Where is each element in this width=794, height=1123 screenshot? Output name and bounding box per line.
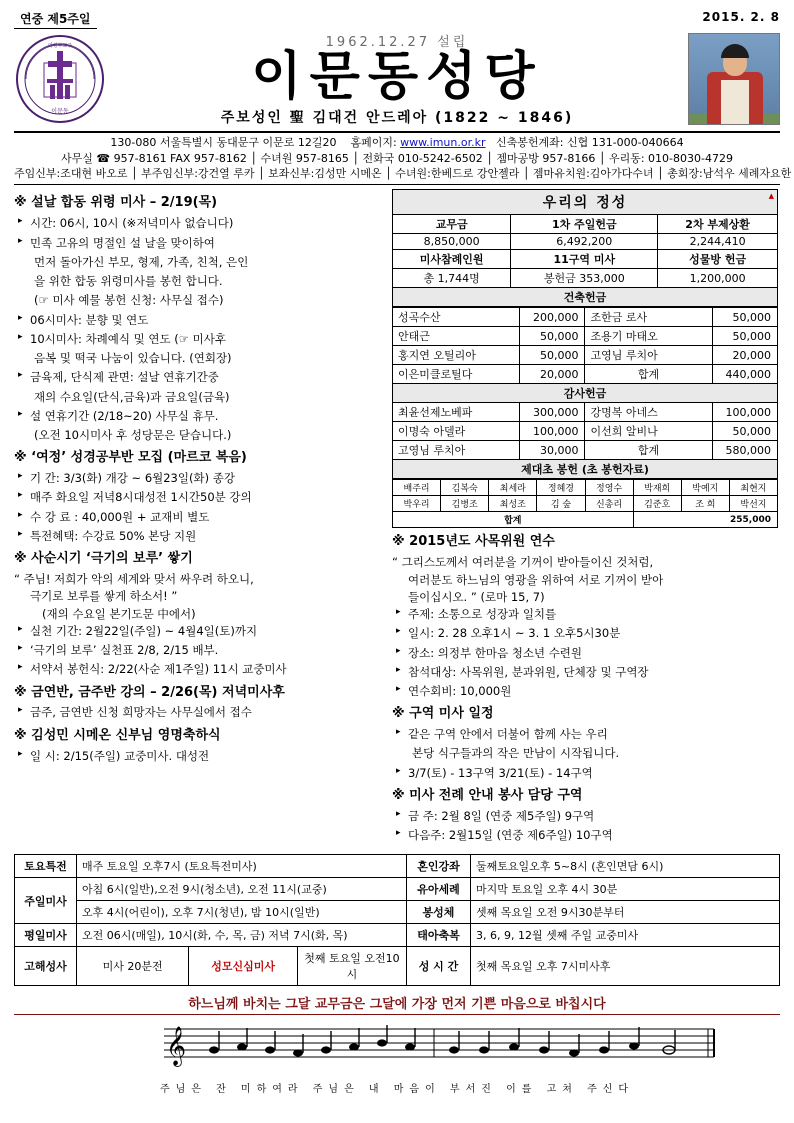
cell: 1,200,000 <box>658 269 778 288</box>
masthead <box>14 31 780 127</box>
cell: 최성조 <box>489 496 537 512</box>
cell-total-label: 합계 <box>585 365 712 384</box>
row-label-saturday-vigil: 토요특전 <box>15 855 77 878</box>
cell: 이명숙 아델라 <box>393 422 520 441</box>
list-item: 본당 식구들과의 작은 만남이 시작됩니다. <box>412 746 620 761</box>
cell: 3, 6, 9, 12월 셋째 주일 교중미사 <box>471 924 780 947</box>
masthead-center <box>106 31 688 127</box>
cell: 매주 토요일 오후7시 (토요특전미사) <box>77 855 407 878</box>
row-label-confession: 고해성사 <box>15 947 77 986</box>
list-item: ▸ 3/7(토) - 13구역 3/21(토) - 14구역 <box>396 765 778 782</box>
table-row <box>393 327 778 346</box>
cell: 김준호 <box>633 496 681 512</box>
row-label-sunday-mass: 주일미사 <box>15 878 77 924</box>
cell: 강명복 아네스 <box>585 403 712 422</box>
list-item: ▸ 매주 화요일 저녁8시대성전 1시간50분 강의 <box>18 489 382 506</box>
section-items-no-smoking-class <box>18 704 382 721</box>
divider-thin <box>14 184 780 185</box>
right-column <box>392 189 778 846</box>
lent-quote-line2: 극기로 보루를 쌓게 하소서! ” <box>30 589 178 604</box>
altar-candle-table <box>392 479 778 528</box>
left-column <box>14 189 382 846</box>
table-row <box>393 384 778 403</box>
list-item: ▸ 기 간: 3/3(화) 개강 ~ 6월23일(화) 종강 <box>18 470 382 487</box>
hymn-lyrics: 주님은 잔 미하여라 주님은 내 마음이 부서진 이를 고쳐 주신다 <box>159 1084 635 1096</box>
table-row <box>393 403 778 422</box>
section-items-bible-class <box>18 470 382 545</box>
list-item: ▸ 10시미사: 차례예식 및 연도 (☞ 미사후 <box>18 331 382 348</box>
row-label-holy-hour: 성 시 간 <box>407 947 471 986</box>
list-item: 을 위한 합동 위령미사를 봉헌 합니다. <box>34 274 223 289</box>
established-date: 1962.12.27 설립 <box>325 35 469 50</box>
liturgical-week: 연중 제5주일 <box>14 10 97 29</box>
list-item: ▸ 시간: 06시, 10시 (※저녁미사 없습니다) <box>18 215 382 232</box>
table-row <box>393 346 778 365</box>
list-item: ▸ 수 강 료 : 40,000원 + 교재비 별도 <box>18 509 382 526</box>
table-row <box>393 480 778 496</box>
section-items-lunar-mass <box>18 215 382 444</box>
table-row <box>15 947 780 986</box>
training-quote-line3: 들이십시오. ” (로마 15, 7) <box>408 589 545 604</box>
contact-block <box>14 135 792 183</box>
table-row <box>393 365 778 384</box>
list-item: ▸ 일시: 2. 28 오후1시 ~ 3. 1 오후5시30분 <box>396 625 778 642</box>
offering-header <box>392 189 778 214</box>
flag-icon: ▲ <box>768 192 774 201</box>
cell: 안태근 <box>393 327 520 346</box>
cell: 셋째 목요일 오전 9시30분부터 <box>471 901 780 924</box>
cell: 성물방 헌금 <box>658 250 778 269</box>
divider-red <box>14 1014 780 1015</box>
svg-text:이문동: 이문동 <box>51 107 69 115</box>
table-row <box>393 250 778 269</box>
table-row <box>15 855 780 878</box>
cell: 김복숙 <box>441 480 489 496</box>
cell: 배주리 <box>393 480 441 496</box>
list-item: 음복 및 떡국 나눔이 있습니다. (연회장) <box>34 351 232 366</box>
cell: 정혜경 <box>537 480 585 496</box>
list-item: ▸ 금육제, 단식제 관면: 설날 연휴기간중 <box>18 369 382 386</box>
table-row <box>393 512 778 528</box>
parish-address: 130-080 서울특별시 동대문구 이문로 12길20 <box>110 135 337 149</box>
cell-total-label: 합계 <box>393 512 634 528</box>
page-title: 이문동성당 <box>251 47 543 107</box>
cell: 성곡수산 <box>393 308 520 327</box>
section-items-training <box>396 606 778 700</box>
list-item: ▸ 실천 기간: 2월22일(주일) ~ 4월4일(토)까지 <box>18 623 382 640</box>
cell: 300,000 <box>520 403 585 422</box>
table-row <box>15 901 780 924</box>
hymn-notation <box>14 1017 780 1079</box>
cell: 조한금 로사 <box>585 308 712 327</box>
svg-text:𝄞: 𝄞 <box>166 1026 187 1067</box>
cell: 6,492,200 <box>511 234 658 250</box>
section-items-usher-district <box>396 808 778 845</box>
list-item: ▸ 금 주: 2월 8일 (연중 제5주일) 9구역 <box>396 808 778 825</box>
table-row <box>393 234 778 250</box>
cell: 신총리 <box>585 496 633 512</box>
cell: 최윤선제노베파 <box>393 403 520 422</box>
section-title-lent-fortress: ※ 사순시기 ‘극기의 보루’ 쌓기 <box>14 551 193 567</box>
motto-text: 하느님께 바치는 그달 교무금은 그달에 가장 먼저 기쁜 마음으로 바칩시다 <box>188 997 606 1013</box>
cell: 미사참례인원 <box>393 250 511 269</box>
cell: 교무금 <box>393 215 511 234</box>
row-label-weekday-mass: 평일미사 <box>15 924 77 947</box>
svg-text:의정부교구: 의정부교구 <box>47 42 73 49</box>
cell: 둘째토요일오후 5~8시 (혼인면담 6시) <box>471 855 780 878</box>
cell-build-band: 건축헌금 <box>393 288 778 307</box>
cell: 50,000 <box>520 327 585 346</box>
cell: 20,000 <box>520 365 585 384</box>
section-title-usher-district: ※ 미사 전례 안내 봉사 담당 구역 <box>392 787 583 803</box>
cell: 50,000 <box>712 327 777 346</box>
cell: 이은미클로틸다 <box>393 365 520 384</box>
cell: 이선희 알비나 <box>585 422 712 441</box>
cell: 50,000 <box>712 422 777 441</box>
cell: 100,000 <box>712 403 777 422</box>
table-row <box>15 924 780 947</box>
cell: 아침 6시(일반),오전 9시(청소년), 오전 11시(교중) <box>77 878 407 901</box>
cell: 봉헌금 353,000 <box>511 269 658 288</box>
section-title-feast-day: ※ 김성민 시메온 신부님 영명축하식 <box>14 727 221 743</box>
cell-total-value: 255,000 <box>633 512 777 528</box>
content-columns <box>14 189 780 846</box>
cell-total-value: 440,000 <box>712 365 777 384</box>
list-item: ▸ 다음주: 2월15일 (연중 제6주일) 10구역 <box>396 827 778 844</box>
lent-quote-source: (재의 수요일 본기도문 中에서) <box>42 606 196 621</box>
cell: 50,000 <box>520 346 585 365</box>
building-offering-table <box>392 307 778 479</box>
cell: 마지막 토요일 오후 4시 30분 <box>471 878 780 901</box>
divider-thick <box>14 131 780 133</box>
training-quote-line2: 여러분도 하느님의 영광을 위하여 서로 기꺼이 받아 <box>408 572 664 587</box>
list-item: (☞ 미사 예물 봉헌 신청: 사무실 접수) <box>34 293 224 308</box>
staff-list: 주임신부:조대현 바오로 │ 부주임신부:강건열 루카 │ 보좌신부:김성만 시메온 │ 수녀원:한베드로 강안젤라 │ 젬마유치원:김아가다수녀 │ 총회장:남석우 세례자요한 <box>14 167 792 181</box>
cell: 박선지 <box>729 496 777 512</box>
list-item: ▸ 참석대상: 사목위원, 분과위원, 단체장 및 구역장 <box>396 664 778 681</box>
section-title-training: ※ 2015년도 사목위원 연수 <box>392 534 555 550</box>
list-item: ▸ 일 시: 2/15(주일) 교중미사. 대성전 <box>18 748 382 765</box>
list-item: ▸ 설 연휴기간 (2/18~20) 사무실 휴무. <box>18 408 382 425</box>
list-item: 먼저 돌아가신 부모, 형제, 가족, 친척, 은인 <box>34 254 249 269</box>
marian-devotion-time: 첫째 토요일 오전10시 <box>304 952 400 982</box>
table-row <box>15 878 780 901</box>
cell: 김 숲 <box>537 496 585 512</box>
music-staff-icon <box>14 1017 780 1075</box>
cell: 8,850,000 <box>393 234 511 250</box>
table-row <box>393 441 778 460</box>
list-item: ▸ 민족 고유의 명절인 설 날을 맞이하여 <box>18 235 382 252</box>
marian-devotion-mass: 성모신심미사 <box>189 947 298 985</box>
cell: 총 1,744명 <box>393 269 511 288</box>
training-quote-line1: “ 그리스도께서 여러분을 기꺼이 받아들이신 것처럼, <box>392 555 654 570</box>
row-label-unborn-blessing: 태아축복 <box>407 924 471 947</box>
offering-table <box>392 214 778 307</box>
list-item: ▸ 같은 구역 안에서 더불어 함께 사는 우리 <box>396 726 778 743</box>
parish-emblem-icon <box>14 33 106 125</box>
cell: 50,000 <box>712 308 777 327</box>
confession-time: 미사 20분전 <box>102 960 163 974</box>
list-item: ▸ ‘극기의 보루’ 실천표 2/8, 2/15 배부. <box>18 642 382 659</box>
cell: 100,000 <box>520 422 585 441</box>
cell: 최현지 <box>729 480 777 496</box>
patron-saint-portrait <box>688 33 780 125</box>
cell: 정영수 <box>585 480 633 496</box>
table-row <box>393 269 778 288</box>
bank-account: 신축봉헌계좌: 신협 131-000-040664 <box>495 135 684 149</box>
cell: 첫째 목요일 오후 7시미사후 <box>471 947 780 986</box>
section-title-district-mass: ※ 구역 미사 일정 <box>392 706 494 722</box>
list-item: ▸ 금주, 금연반 신청 희망자는 사무실에서 접수 <box>18 704 382 721</box>
table-row <box>393 288 778 307</box>
patron-saint: 주보성인 聖 김대건 안드레아 (1822 ~ 1846) <box>220 109 574 126</box>
offering-title: 우리의 정성 <box>542 195 628 212</box>
section-title-lunar-mass: ※ 설날 합동 위령 미사 – 2/19(목) <box>14 195 218 211</box>
row-label-infant-baptism: 유아세례 <box>407 878 471 901</box>
list-item: (오전 10시미사 후 성당문은 닫습니다.) <box>34 428 232 443</box>
cell: 조용기 마태오 <box>585 327 712 346</box>
issue-date: 2015. 2. 8 <box>702 10 780 24</box>
table-row <box>393 308 778 327</box>
homepage-link[interactable]: www.imun.or.kr <box>400 135 486 149</box>
list-item: ▸ 서약서 봉헌식: 2/22(사순 제1주일) 11시 교중미사 <box>18 661 382 678</box>
section-items-district-mass <box>396 726 778 782</box>
cell: 30,000 <box>520 441 585 460</box>
cell: 2,244,410 <box>658 234 778 250</box>
office-phones: 사무실 ☎ 957-8161 FAX 957-8162 │ 수녀원 957-8165 │ 전화국 010-5242-6502 │ 젬마공방 957-8166 │ 우리동: 010-8030-4729 <box>61 151 733 165</box>
cell: 박예지 <box>681 480 729 496</box>
cell-altar-band: 제대초 봉헌 (초 봉헌자료) <box>393 460 778 479</box>
section-title-bible-class: ※ ‘여정’ 성경공부반 모집 (마르코 복음) <box>14 450 247 466</box>
section-items-feast-day <box>18 748 382 765</box>
list-item: ▸ 특전혜택: 수강료 50% 본당 지원 <box>18 528 382 545</box>
cell: 박재희 <box>633 480 681 496</box>
list-item: ▸ 06시미사: 분향 및 연도 <box>18 312 382 329</box>
list-item: 재의 수요일(단식,금육)과 금요일(금육) <box>34 389 230 404</box>
cell-total-label: 합계 <box>585 441 712 460</box>
section-items-lent-fortress <box>18 623 382 679</box>
cell: 김병조 <box>441 496 489 512</box>
cell: 조 희 <box>681 496 729 512</box>
table-row <box>393 460 778 479</box>
cell: 최세라 <box>489 480 537 496</box>
cell: 200,000 <box>520 308 585 327</box>
cell: 오전 06시(매일), 10시(화, 수, 목, 금) 저녁 7시(화, 목) <box>77 924 407 947</box>
cell: 고영님 루치아 <box>585 346 712 365</box>
cell: 홍지연 오틸리아 <box>393 346 520 365</box>
top-line <box>14 10 780 29</box>
cell: 11구역 미사 <box>511 250 658 269</box>
table-row <box>393 422 778 441</box>
row-label-communion-visit: 봉성체 <box>407 901 471 924</box>
row-label-marriage-course: 혼인강좌 <box>407 855 471 878</box>
cell-total-value: 580,000 <box>712 441 777 460</box>
cell: 박우리 <box>393 496 441 512</box>
list-item: ▸ 장소: 의정부 한마음 청소년 수련원 <box>396 645 778 662</box>
lent-quote-line1: “ 주님! 저희가 악의 세계와 맞서 싸우려 하오니, <box>14 572 254 587</box>
cell: 1차 주일헌금 <box>511 215 658 234</box>
cell: 20,000 <box>712 346 777 365</box>
section-title-no-smoking-class: ※ 금연반, 금주반 강의 – 2/26(목) 저녁미사후 <box>14 684 285 700</box>
list-item: ▸ 주제: 소통으로 성장과 일치를 <box>396 606 778 623</box>
mass-schedule-table <box>14 854 780 986</box>
list-item: ▸ 연수회비: 10,000원 <box>396 683 778 700</box>
cell: 2차 부제상환 <box>658 215 778 234</box>
cell-thanks-band: 감사헌금 <box>393 384 778 403</box>
homepage-label: 홈페이지: <box>350 135 397 149</box>
table-row <box>393 215 778 234</box>
table-row <box>393 496 778 512</box>
cell: 오후 4시(어린이), 오후 7시(청년), 밤 10시(일반) <box>77 901 407 924</box>
cell: 고영님 루치아 <box>393 441 520 460</box>
